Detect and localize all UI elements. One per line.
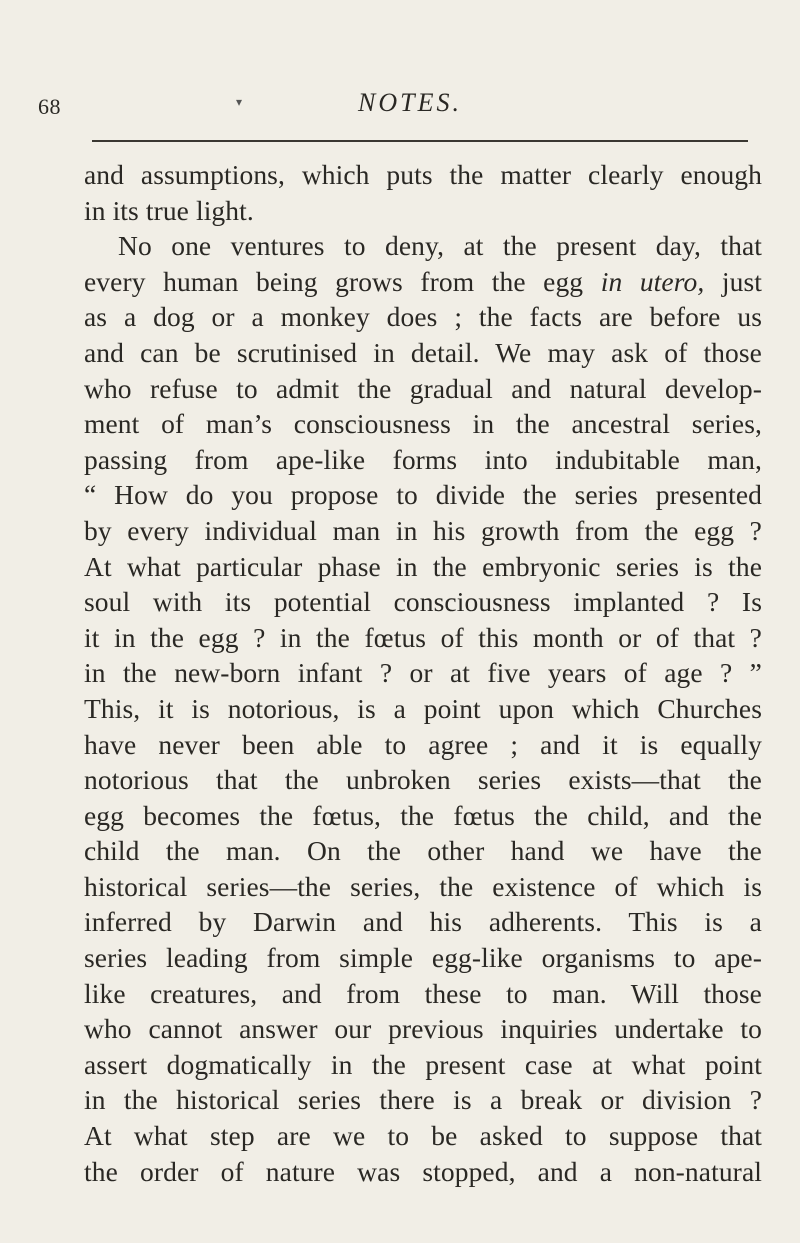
text-line: assert dogmatically in the present case at what point: [84, 1048, 762, 1080]
text-line: ment of man’s consciousness in the ancestral series,: [84, 408, 762, 440]
text-line: [84, 264, 762, 300]
text-line: who cannot answer our previous inquiries undertake to: [84, 1013, 762, 1045]
text-line: child the man. On the other hand we have the: [84, 835, 762, 867]
text-segment: just: [704, 265, 762, 297]
text-line: At what particular phase in the embryonic series is the: [84, 550, 762, 582]
text-line: as a dog or a monkey does ; the facts are before us: [84, 301, 762, 333]
text-line: who refuse to admit the gradual and natural develop-: [84, 372, 762, 404]
text-line: soul with its potential consciousness implanted ? Is: [84, 586, 762, 618]
text-line: in its true light.: [84, 194, 254, 226]
running-head: NOTES.: [358, 88, 462, 117]
text-line: inferred by Darwin and his adherents. This is a: [84, 906, 762, 938]
text-line: and can be scrutinised in detail. We may ask of those: [84, 336, 762, 368]
text-line: it in the egg ? in the fœtus of this month or of that ?: [84, 621, 762, 653]
header-rule: [92, 140, 748, 142]
text-line: have never been able to agree ; and it is equally: [84, 728, 762, 760]
text-segment: every human being grows from the egg: [84, 265, 601, 297]
margin-mark: ▾: [236, 95, 243, 109]
text-line: in the historical series there is a break or division ?: [84, 1084, 762, 1116]
text-line: passing from ape-like forms into indubitable man,: [84, 443, 762, 475]
text-line: series leading from simple egg-like organisms to ape-: [84, 942, 762, 974]
text-line: like creatures, and from these to man. Will those: [84, 977, 762, 1009]
italic-phrase: in utero,: [600, 265, 705, 297]
text-line: At what step are we to be asked to suppose that: [84, 1120, 762, 1152]
text-line: No one ventures to deny, at the present day, that: [118, 230, 762, 262]
text-line: in the new-born infant ? or at five years of age ? ”: [84, 657, 762, 689]
text-line: by every individual man in his growth from the egg ?: [84, 514, 762, 546]
text-line: This, it is notorious, is a point upon which Churches: [84, 692, 762, 724]
text-line: notorious that the unbroken series exists—that the: [84, 764, 762, 796]
text-line: egg becomes the fœtus, the fœtus the child, and the: [84, 799, 762, 831]
body-text: [84, 157, 762, 1189]
page-number: 68: [38, 94, 61, 119]
text-line: historical series—the series, the existence of which is: [84, 870, 762, 902]
text-line: the order of nature was stopped, and a non-natural: [84, 1155, 762, 1187]
text-line: and assumptions, which puts the matter clearly enough: [84, 159, 762, 190]
text-line: “ How do you propose to divide the series presented: [84, 479, 762, 511]
